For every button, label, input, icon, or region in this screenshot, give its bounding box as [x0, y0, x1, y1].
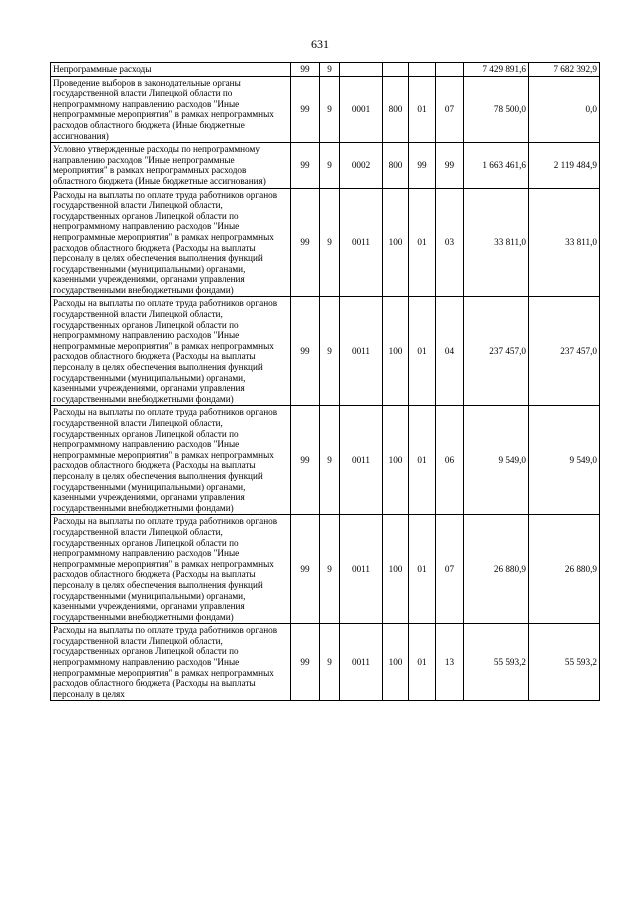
section-code: 01	[409, 297, 436, 406]
row-description: Расходы на выплаты по оплате труда работников органов государственной власти Липецкой области, государственных органов Липецкой области по непрограммному направлению расходов "Иные непрограммные мероприятия" в рамках непрограммных расходов областного бюджета (Расходы на выплаты персоналу в целях	[51, 624, 291, 701]
table-row	[51, 297, 600, 406]
subsection-code: 03	[436, 188, 464, 297]
amount-year-1: 237 457,0	[464, 297, 529, 406]
amount-year-2: 0,0	[529, 76, 600, 143]
subprogram-code: 9	[320, 188, 340, 297]
subprogram-code: 9	[320, 76, 340, 143]
budget-table	[50, 62, 600, 701]
page-number: 631	[311, 37, 329, 51]
row-description: Проведение выборов в законодательные органы государственной власти Липецкой области по непрограммному направлению расходов "Иные непрограммные мероприятия" в рамках непрограммных расходов областного бюджета (Иные бюджетные ассигнования)	[51, 76, 291, 143]
expense-type-code: 100	[383, 297, 409, 406]
amount-year-1: 78 500,0	[464, 76, 529, 143]
amount-year-1: 33 811,0	[464, 188, 529, 297]
subsection-code	[436, 63, 464, 77]
expense-type-code: 100	[383, 515, 409, 624]
table-row	[51, 406, 600, 515]
row-description: Расходы на выплаты по оплате труда работников органов государственной власти Липецкой области, государственных органов Липецкой области по непрограммному направлению расходов "Иные непрограммные мероприятия" в рамках непрограммных расходов областного бюджета (Расходы на выплаты персоналу в целях обеспечения выполнения функций государственными (муниципальными) органами, казенными учреждениями, органами управления государственными внебюджетными фондами)	[51, 406, 291, 515]
direction-code: 0011	[340, 188, 383, 297]
subsection-code: 06	[436, 406, 464, 515]
table-row	[51, 188, 600, 297]
subsection-code: 07	[436, 76, 464, 143]
row-description: Условно утвержденные расходы по непрограммному направлению расходов "Иные непрограммные мероприятия" в рамках непрограммных расходов областного бюджета (Иные бюджетные ассигнования)	[51, 143, 291, 188]
section-code: 01	[409, 188, 436, 297]
section-code: 01	[409, 515, 436, 624]
subprogram-code: 9	[320, 515, 340, 624]
section-code: 99	[409, 143, 436, 188]
program-code: 99	[291, 624, 320, 701]
direction-code: 0002	[340, 143, 383, 188]
amount-year-1: 26 880,9	[464, 515, 529, 624]
expense-type-code: 100	[383, 188, 409, 297]
subprogram-code: 9	[320, 143, 340, 188]
section-code: 01	[409, 76, 436, 143]
subprogram-code: 9	[320, 63, 340, 77]
subprogram-code: 9	[320, 297, 340, 406]
direction-code: 0011	[340, 515, 383, 624]
program-code: 99	[291, 297, 320, 406]
expense-type-code: 800	[383, 143, 409, 188]
amount-year-2: 2 119 484,9	[529, 143, 600, 188]
table-row	[51, 63, 600, 77]
amount-year-2: 33 811,0	[529, 188, 600, 297]
table-row	[51, 515, 600, 624]
program-code: 99	[291, 406, 320, 515]
section-code: 01	[409, 624, 436, 701]
amount-year-1: 1 663 461,6	[464, 143, 529, 188]
amount-year-2: 9 549,0	[529, 406, 600, 515]
direction-code: 0011	[340, 624, 383, 701]
section-code: 01	[409, 406, 436, 515]
row-description: Расходы на выплаты по оплате труда работников органов государственной власти Липецкой области, государственных органов Липецкой области по непрограммному направлению расходов "Иные непрограммные мероприятия" в рамках непрограммных расходов областного бюджета (Расходы на выплаты персоналу в целях обеспечения выполнения функций государственными (муниципальными) органами, казенными учреждениями, органами управления государственными внебюджетными фондами)	[51, 515, 291, 624]
section-code	[409, 63, 436, 77]
subprogram-code: 9	[320, 624, 340, 701]
expense-type-code	[383, 63, 409, 77]
table-row	[51, 624, 600, 701]
program-code: 99	[291, 143, 320, 188]
table-row	[51, 143, 600, 188]
subsection-code: 99	[436, 143, 464, 188]
program-code: 99	[291, 76, 320, 143]
row-description: Расходы на выплаты по оплате труда работников органов государственной власти Липецкой области, государственных органов Липецкой области по непрограммному направлению расходов "Иные непрограммные мероприятия" в рамках непрограммных расходов областного бюджета (Расходы на выплаты персоналу в целях обеспечения выполнения функций государственными (муниципальными) органами, казенными учреждениями, органами управления государственными внебюджетными фондами)	[51, 188, 291, 297]
amount-year-1: 9 549,0	[464, 406, 529, 515]
amount-year-2: 237 457,0	[529, 297, 600, 406]
amount-year-2: 55 593,2	[529, 624, 600, 701]
subsection-code: 04	[436, 297, 464, 406]
row-description: Непрограммные расходы	[51, 63, 291, 77]
subprogram-code: 9	[320, 406, 340, 515]
direction-code: 0011	[340, 406, 383, 515]
program-code: 99	[291, 188, 320, 297]
expense-type-code: 100	[383, 406, 409, 515]
expense-type-code: 800	[383, 76, 409, 143]
amount-year-1: 55 593,2	[464, 624, 529, 701]
direction-code	[340, 63, 383, 77]
direction-code: 0011	[340, 297, 383, 406]
row-description: Расходы на выплаты по оплате труда работников органов государственной власти Липецкой области, государственных органов Липецкой области по непрограммному направлению расходов "Иные непрограммные мероприятия" в рамках непрограммных расходов областного бюджета (Расходы на выплаты персоналу в целях обеспечения выполнения функций государственными (муниципальными) органами, казенными учреждениями, органами управления государственными внебюджетными фондами)	[51, 297, 291, 406]
subsection-code: 07	[436, 515, 464, 624]
expense-type-code: 100	[383, 624, 409, 701]
program-code: 99	[291, 515, 320, 624]
direction-code: 0001	[340, 76, 383, 143]
amount-year-2: 26 880,9	[529, 515, 600, 624]
amount-year-2: 7 682 392,9	[529, 63, 600, 77]
amount-year-1: 7 429 891,6	[464, 63, 529, 77]
table-row	[51, 76, 600, 143]
subsection-code: 13	[436, 624, 464, 701]
program-code: 99	[291, 63, 320, 77]
